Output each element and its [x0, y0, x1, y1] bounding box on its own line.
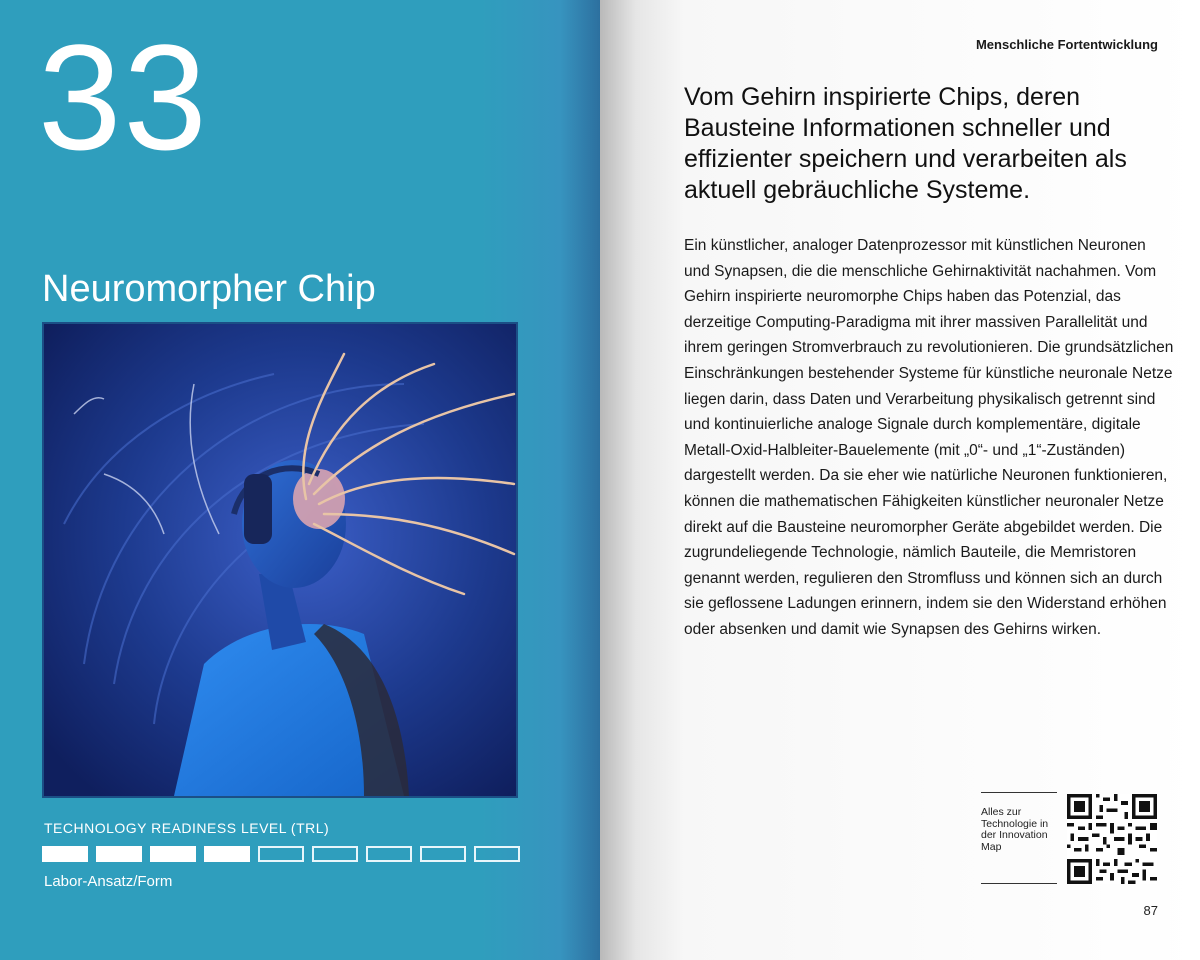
qr-caption: Alles zur Technologie in der Innovation Map	[981, 792, 1057, 884]
trl-label: TECHNOLOGY READINESS LEVEL (TRL)	[44, 820, 330, 836]
trl-segment	[420, 846, 466, 862]
right-page	[600, 0, 1200, 960]
hero-photo	[42, 322, 518, 798]
qr-code-icon[interactable]	[1067, 794, 1157, 884]
body-paragraph: Ein künstlicher, analoger Datenprozessor mit künstlichen Neuronen und Synapsen, die die menschliche Gehirnaktivität nachahmen. Vom Gehirn inspirierte neuromorphe Chips haben das Potenzial, das derzeitige Computing-Paradigma mit ihrer massiven Parallelität und ihrem geringen Stromverbrauch zu revolutionieren. Die grundsätzlichen Einschränkungen bestehender Systeme für künstliche neuronale Netze liegen darin, dass Daten und Verarbeitung physikalisch getrennt sind und kontinuierliche analoge Signale durch komplementäre, digitale Metall-Oxid-Halbleiter-Bauelemente (mit „0“- und „1“-Zuständen) dargestellt werden. Da sie eher wie natürliche Neuronen funktionieren, können die mathematischen Fähigkeiten künstlicher neuronaler Netze direkt auf die Bausteine neuromorpher Geräte abgebildet werden. Die zugrundeliegende Technologie, nämlich Bauteile, die Memristoren genannt werden, regulieren den Stromfluss und können sich an durch sie geflossene Ladungen erinnern, indem sie den Widerstand erhöhen oder absenken und damit wie Synapsen des Gehirns wirken.	[684, 237, 1174, 638]
trl-segment	[96, 846, 142, 862]
technology-title: Neuromorpher Chip	[42, 268, 376, 310]
chapter-number: 33	[38, 13, 209, 181]
trl-status: Labor-Ansatz/Form	[44, 873, 173, 890]
trl-segment	[42, 846, 88, 862]
trl-segment	[150, 846, 196, 862]
trl-segment	[204, 846, 250, 862]
category-label: Menschliche Fortentwicklung	[975, 37, 1158, 52]
qr-card[interactable]	[981, 792, 1157, 884]
trl-segment	[312, 846, 358, 862]
trl-segment	[366, 846, 412, 862]
trl-segment	[258, 846, 304, 862]
lead-paragraph: Vom Gehirn inspirierte Chips, deren Bausteine Informationen schneller und effizienter speichern und verarbeiten als aktuell gebräuchliche Systeme.	[684, 83, 1127, 204]
page-number: 87	[1143, 903, 1158, 918]
trl-segment	[474, 846, 520, 862]
trl-progress-bar	[42, 846, 520, 864]
